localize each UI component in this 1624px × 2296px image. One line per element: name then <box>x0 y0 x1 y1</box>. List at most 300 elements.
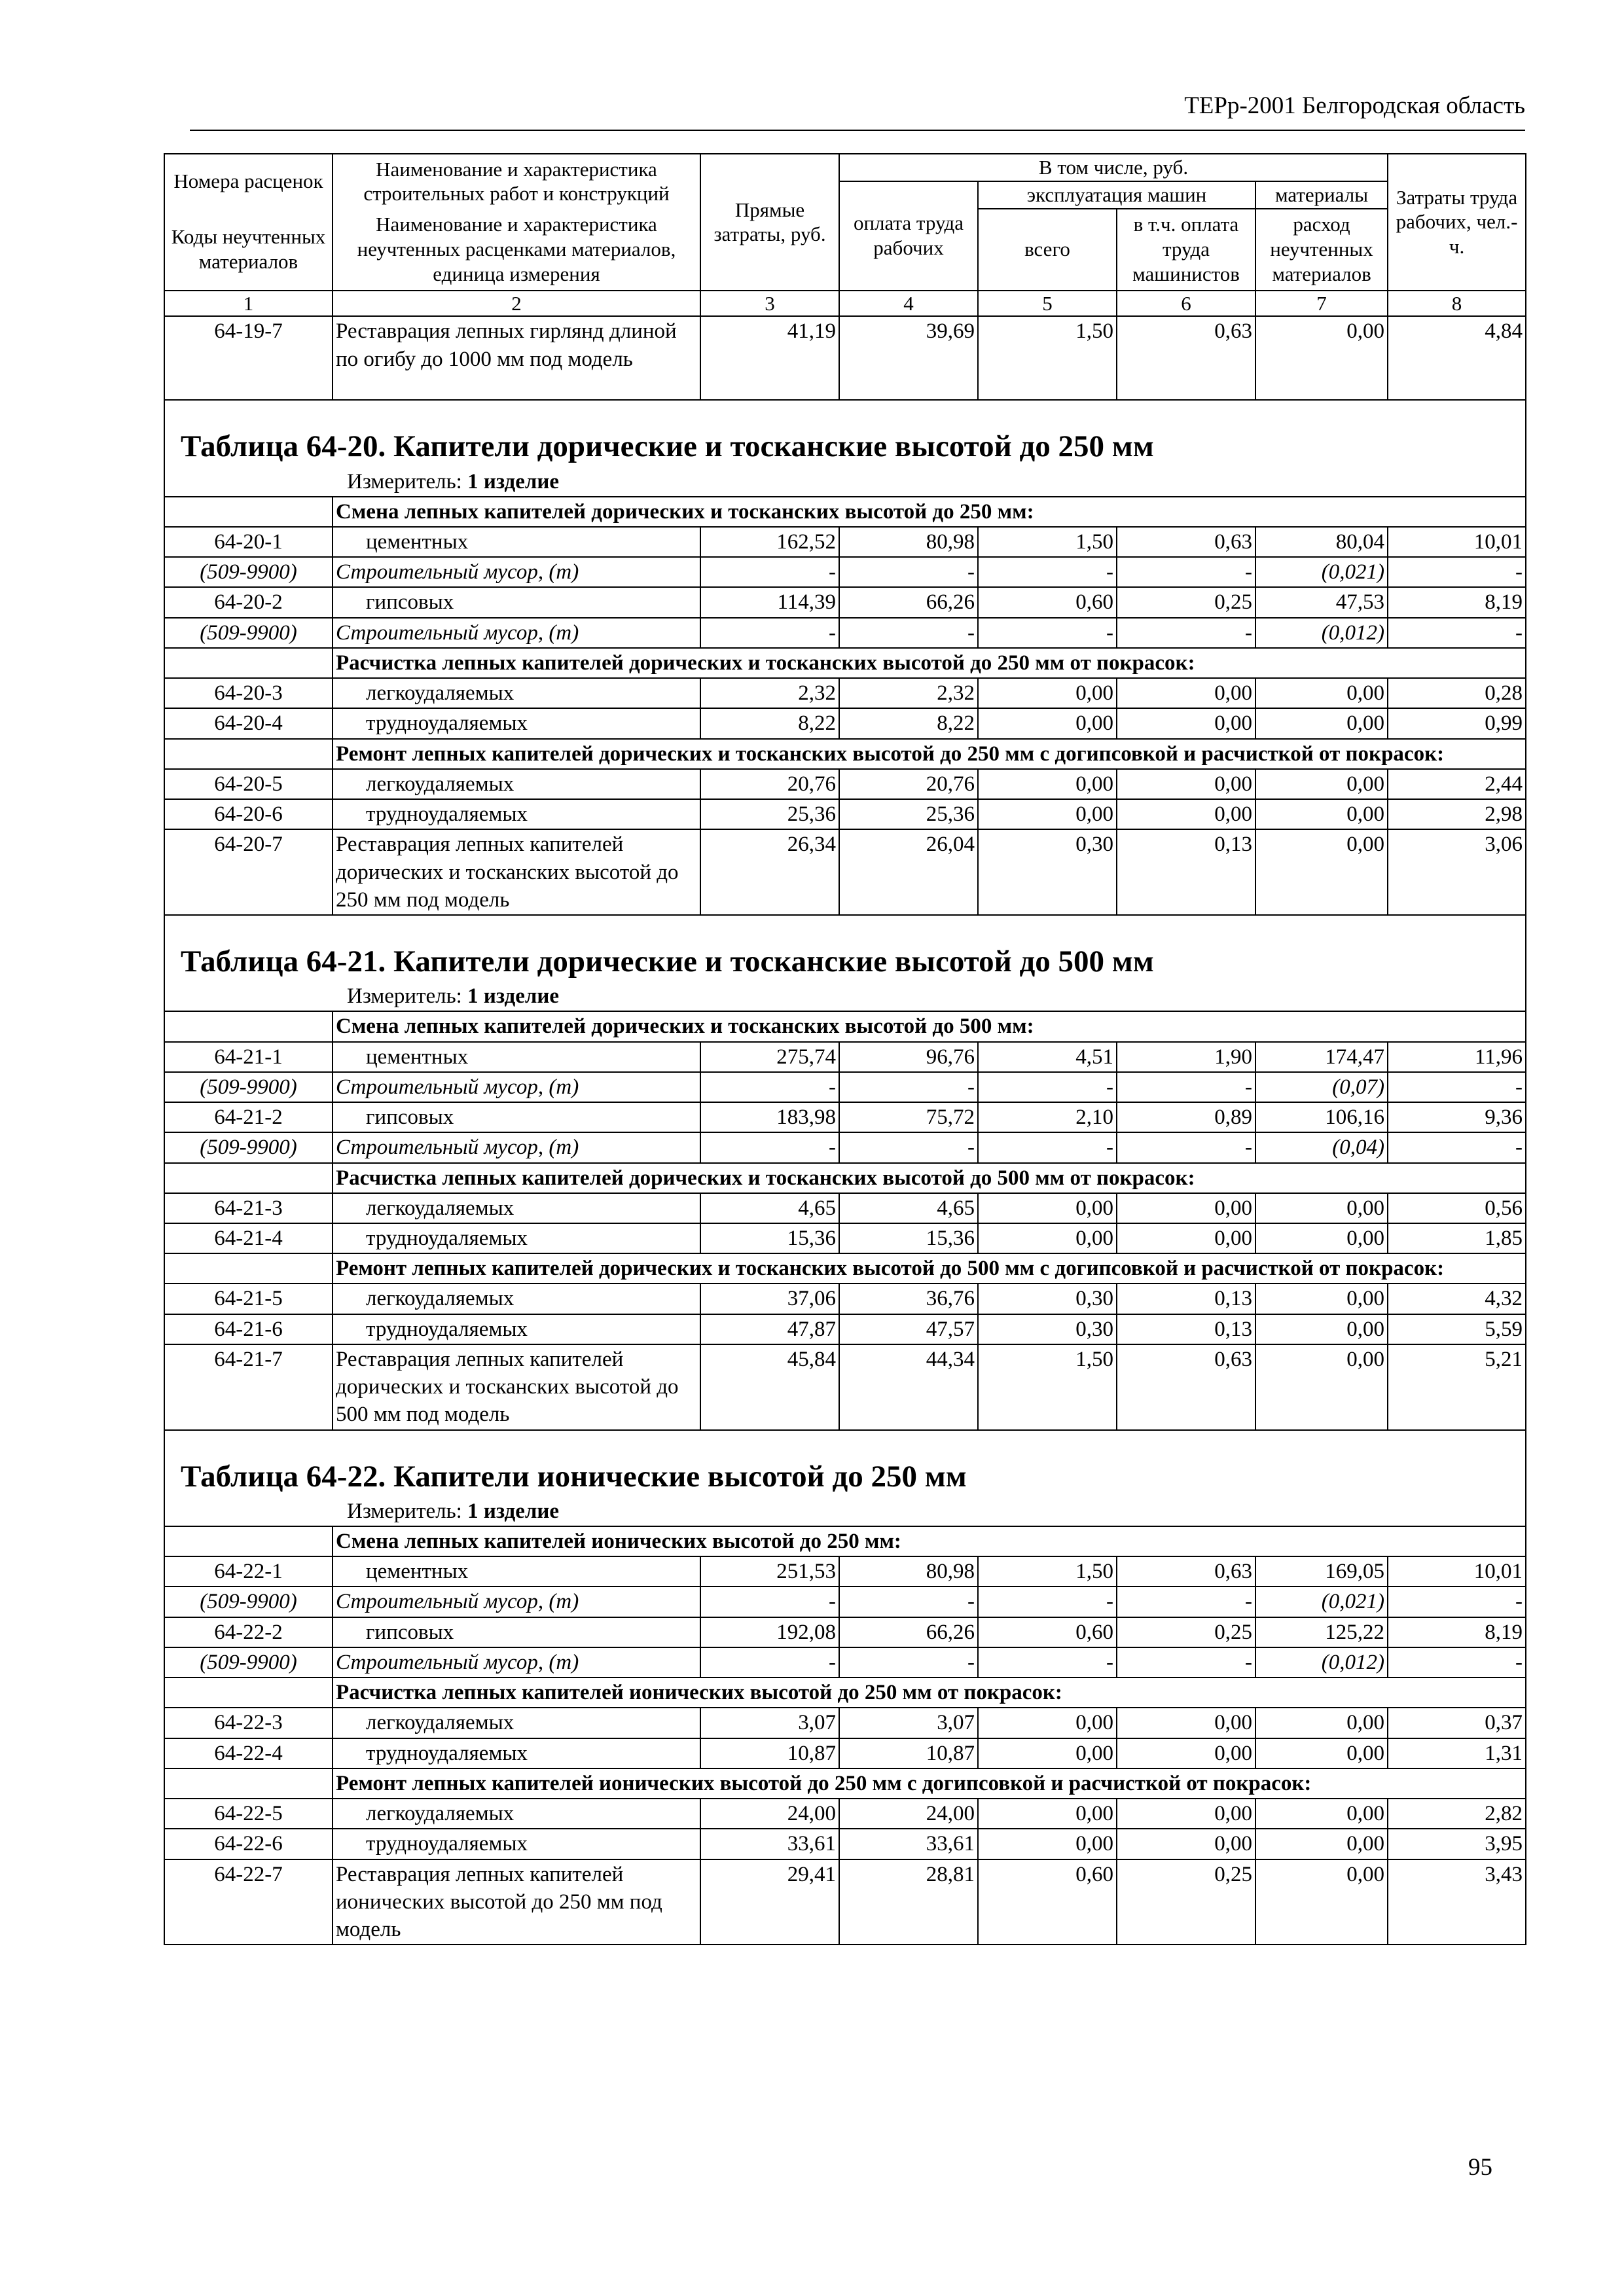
rate-code: 64-20-7 <box>164 829 333 915</box>
materials-value: 0,00 <box>1255 769 1388 799</box>
direct-costs-value: 29,41 <box>700 1859 839 1945</box>
materials-value: 0,00 <box>1255 708 1388 738</box>
group-title: Смена лепных капителей ионических высотой до 250 мм: <box>333 1526 1526 1556</box>
machine-total-value: 0,00 <box>978 1738 1117 1768</box>
rate-code: 64-20-5 <box>164 769 333 799</box>
machine-total-value: 0,30 <box>978 1283 1117 1314</box>
column-number: 5 <box>978 291 1117 317</box>
machine-total-value: 0,30 <box>978 829 1117 915</box>
direct-costs-value: 33,61 <box>700 1829 839 1859</box>
machinist-pay-value: 0,13 <box>1117 1314 1255 1344</box>
rate-code: 64-21-1 <box>164 1042 333 1072</box>
header-divider <box>190 130 1525 131</box>
measure-cell <box>164 1497 1526 1526</box>
labor-value: 10,01 <box>1388 1556 1526 1587</box>
machine-total-value: - <box>978 1132 1117 1162</box>
machinist-pay-value: 0,00 <box>1117 1829 1255 1859</box>
material-name: Строительный мусор, (т) <box>333 1647 700 1677</box>
measure-cell <box>164 467 1526 497</box>
column-number: 6 <box>1117 291 1255 317</box>
measure-label: Измеритель: <box>347 984 468 1009</box>
rate-code: 64-22-1 <box>164 1556 333 1587</box>
rate-name: Реставрация лепных гирлянд длиной по огибу до 1000 мм под модель <box>333 316 700 400</box>
direct-costs-value: 4,65 <box>700 1193 839 1223</box>
header-work-name: Наименование и характеристика строительных работ и конструкций <box>333 154 700 209</box>
machine-total-value: 0,00 <box>978 769 1117 799</box>
direct-costs-value: 275,74 <box>700 1042 839 1072</box>
labor-value: 5,21 <box>1388 1344 1526 1430</box>
materials-value: 0,00 <box>1255 1738 1388 1768</box>
machine-total-value: 4,51 <box>978 1042 1117 1072</box>
group-row <box>164 1253 1526 1283</box>
direct-costs-value: - <box>700 1647 839 1677</box>
material-name: Строительный мусор, (т) <box>333 1132 700 1162</box>
rate-code: 64-20-3 <box>164 678 333 708</box>
direct-costs-value: 2,32 <box>700 678 839 708</box>
direct-costs-value: 114,39 <box>700 587 839 617</box>
rate-name: гипсовых <box>333 1617 700 1647</box>
group-code-blank <box>164 1163 333 1193</box>
page-number: 95 <box>1468 2154 1492 2181</box>
worker-pay-value: - <box>839 1132 978 1162</box>
labor-value: 0,99 <box>1388 708 1526 738</box>
measure-row <box>164 467 1526 497</box>
worker-pay-value: 66,26 <box>839 1617 978 1647</box>
materials-value: 0,00 <box>1255 1193 1388 1223</box>
header-machine-ops: эксплуатация машин <box>978 181 1255 209</box>
machine-total-value: 0,00 <box>978 1829 1117 1859</box>
machinist-pay-value: 0,25 <box>1117 1617 1255 1647</box>
measure-row <box>164 982 1526 1011</box>
group-title: Смена лепных капителей дорических и тосканских высотой до 250 мм: <box>333 497 1526 527</box>
machine-total-value: 0,60 <box>978 1859 1117 1945</box>
group-code-blank <box>164 1677 333 1708</box>
machine-total-value: 2,10 <box>978 1102 1117 1132</box>
direct-costs-value: 183,98 <box>700 1102 839 1132</box>
group-code-blank <box>164 739 333 769</box>
machinist-pay-value: 0,63 <box>1117 1344 1255 1430</box>
materials-value: 0,00 <box>1255 1708 1388 1738</box>
rate-name: трудноудаляемых <box>333 1738 700 1768</box>
material-name: Строительный мусор, (т) <box>333 557 700 587</box>
materials-value: 0,00 <box>1255 1859 1388 1945</box>
rate-name: легкоудаляемых <box>333 1708 700 1738</box>
rate-name: цементных <box>333 527 700 557</box>
header-direct-costs: Прямые затраты, руб. <box>700 154 839 291</box>
labor-value: - <box>1388 1587 1526 1617</box>
direct-costs-value: - <box>700 557 839 587</box>
rate-name: гипсовых <box>333 1102 700 1132</box>
worker-pay-value: 10,87 <box>839 1738 978 1768</box>
rate-code: 64-22-2 <box>164 1617 333 1647</box>
header-unaccounted-codes: Коды неучтенных материалов <box>164 209 333 291</box>
machinist-pay-value: 0,63 <box>1117 1556 1255 1587</box>
group-row <box>164 1768 1526 1799</box>
rate-name: цементных <box>333 1042 700 1072</box>
table-row <box>164 799 1526 829</box>
column-number: 8 <box>1388 291 1526 317</box>
materials-value: (0,04) <box>1255 1132 1388 1162</box>
group-code-blank <box>164 497 333 527</box>
machinist-pay-value: 0,00 <box>1117 799 1255 829</box>
rate-code: 64-20-1 <box>164 527 333 557</box>
document-header-title: ТЕРр-2001 Белгородская область <box>1184 92 1525 119</box>
machine-total-value: 1,50 <box>978 1556 1117 1587</box>
group-row <box>164 1163 1526 1193</box>
table-row <box>164 1799 1526 1829</box>
materials-value: 0,00 <box>1255 1314 1388 1344</box>
material-row <box>164 1587 1526 1617</box>
header-unaccounted-name: Наименование и характеристика неучтенных расценками материалов, единица измерения <box>333 209 700 291</box>
table-row <box>164 829 1526 915</box>
group-code-blank <box>164 1526 333 1556</box>
direct-costs-value: 251,53 <box>700 1556 839 1587</box>
machine-total-value: 0,00 <box>978 799 1117 829</box>
rate-name: Реставрация лепных капителей ионических высотой до 250 мм под модель <box>333 1859 700 1945</box>
materials-value: 0,00 <box>1255 1283 1388 1314</box>
machinist-pay-value: 0,63 <box>1117 527 1255 557</box>
material-code: (509-9900) <box>164 1647 333 1677</box>
labor-value: 0,37 <box>1388 1708 1526 1738</box>
group-title: Ремонт лепных капителей ионических высотой до 250 мм с догипсовкой и расчисткой от покрасок: <box>333 1768 1526 1799</box>
direct-costs-value: 20,76 <box>700 769 839 799</box>
direct-costs-value: 10,87 <box>700 1738 839 1768</box>
measure-label: Измеритель: <box>347 469 468 493</box>
group-title: Расчистка лепных капителей дорических и тосканских высотой до 500 мм от покрасок: <box>333 1163 1526 1193</box>
group-row <box>164 497 1526 527</box>
measure-label: Измеритель: <box>347 1499 468 1523</box>
machinist-pay-value: 0,00 <box>1117 1193 1255 1223</box>
materials-value: (0,021) <box>1255 1587 1388 1617</box>
worker-pay-value: 20,76 <box>839 769 978 799</box>
group-code-blank <box>164 1768 333 1799</box>
table-title-row <box>164 1430 1526 1497</box>
column-number: 1 <box>164 291 333 317</box>
rate-name: трудноудаляемых <box>333 799 700 829</box>
machine-total-value: 1,50 <box>978 1344 1117 1430</box>
material-code: (509-9900) <box>164 1132 333 1162</box>
rate-code: 64-21-2 <box>164 1102 333 1132</box>
header-rate-numbers: Номера расценок <box>164 154 333 209</box>
materials-value: 0,00 <box>1255 799 1388 829</box>
labor-value: - <box>1388 618 1526 648</box>
labor-value: 8,19 <box>1388 1617 1526 1647</box>
machine-total-value: 0,00 <box>978 1799 1117 1829</box>
worker-pay-value: 8,22 <box>839 708 978 738</box>
machine-total-value: 0,00 <box>978 1708 1117 1738</box>
table-row <box>164 1859 1526 1945</box>
machinist-pay-value: 0,25 <box>1117 587 1255 617</box>
worker-pay-value: 26,04 <box>839 829 978 915</box>
table-row <box>164 1283 1526 1314</box>
machinist-pay-value: 0,13 <box>1117 1283 1255 1314</box>
direct-costs-value: 24,00 <box>700 1799 839 1829</box>
materials-value: 125,22 <box>1255 1617 1388 1647</box>
worker-pay-value: - <box>839 618 978 648</box>
table-row <box>164 316 1526 400</box>
worker-pay-value: 3,07 <box>839 1708 978 1738</box>
table-body <box>164 316 1526 1945</box>
rate-code: 64-22-6 <box>164 1829 333 1859</box>
measure-cell <box>164 982 1526 1011</box>
machine-total-value: 0,00 <box>978 1223 1117 1253</box>
labor-value: 4,32 <box>1388 1283 1526 1314</box>
machinist-pay-value: 0,13 <box>1117 829 1255 915</box>
table-row <box>164 678 1526 708</box>
group-row <box>164 739 1526 769</box>
header-unaccounted-consumption: расход неучтенных материалов <box>1255 209 1388 291</box>
worker-pay-value: 4,65 <box>839 1193 978 1223</box>
table-title: Таблица 64-22. Капители ионические высотой до 250 мм <box>164 1430 1526 1497</box>
labor-value: 3,06 <box>1388 829 1526 915</box>
table-header <box>164 154 1526 316</box>
rate-code: 64-21-5 <box>164 1283 333 1314</box>
measure-value: 1 изделие <box>467 469 560 493</box>
material-name: Строительный мусор, (т) <box>333 618 700 648</box>
rate-code: 64-21-4 <box>164 1223 333 1253</box>
rate-name: легкоудаляемых <box>333 1193 700 1223</box>
labor-value: 3,43 <box>1388 1859 1526 1945</box>
worker-pay-value: 44,34 <box>839 1344 978 1430</box>
header-worker-pay: оплата труда рабочих <box>839 181 978 291</box>
labor-value: 5,59 <box>1388 1314 1526 1344</box>
material-row <box>164 618 1526 648</box>
machine-total-value: 0,30 <box>978 1314 1117 1344</box>
machinist-pay-value: 0,00 <box>1117 1708 1255 1738</box>
direct-costs-value: 47,87 <box>700 1314 839 1344</box>
labor-value: 2,98 <box>1388 799 1526 829</box>
direct-costs-value: 192,08 <box>700 1617 839 1647</box>
materials-value: (0,012) <box>1255 1647 1388 1677</box>
table-row <box>164 1223 1526 1253</box>
direct-costs-value: - <box>700 1132 839 1162</box>
direct-costs-value: 25,36 <box>700 799 839 829</box>
direct-costs-value: 8,22 <box>700 708 839 738</box>
materials-value: 106,16 <box>1255 1102 1388 1132</box>
direct-costs-value: - <box>700 1072 839 1102</box>
materials-value: 0,00 <box>1255 1829 1388 1859</box>
price-table <box>164 153 1526 1945</box>
machine-total-value: 0,00 <box>978 678 1117 708</box>
labor-value: 2,82 <box>1388 1799 1526 1829</box>
group-title: Ремонт лепных капителей дорических и тосканских высотой до 500 мм с догипсовкой и расчисткой от покрасок: <box>333 1253 1526 1283</box>
table-row <box>164 1344 1526 1430</box>
machine-total-value: - <box>978 1072 1117 1102</box>
materials-value: 0,00 <box>1255 1223 1388 1253</box>
worker-pay-value: - <box>839 557 978 587</box>
table-row <box>164 1556 1526 1587</box>
material-code: (509-9900) <box>164 557 333 587</box>
machinist-pay-value: 0,00 <box>1117 1799 1255 1829</box>
material-row <box>164 1647 1526 1677</box>
machinist-pay-value: 1,90 <box>1117 1042 1255 1072</box>
materials-value: (0,012) <box>1255 618 1388 648</box>
measure-value: 1 изделие <box>467 1499 560 1523</box>
rate-name: легкоудаляемых <box>333 1283 700 1314</box>
rate-code: 64-22-5 <box>164 1799 333 1829</box>
rate-name: легкоудаляемых <box>333 769 700 799</box>
table-title-row <box>164 400 1526 467</box>
machinist-pay-value: - <box>1117 1132 1255 1162</box>
machinist-pay-value: - <box>1117 557 1255 587</box>
worker-pay-value: 66,26 <box>839 587 978 617</box>
worker-pay-value: 24,00 <box>839 1799 978 1829</box>
material-row <box>164 1132 1526 1162</box>
materials-value: 47,53 <box>1255 587 1388 617</box>
worker-pay-value: 80,98 <box>839 1556 978 1587</box>
rate-name: легкоудаляемых <box>333 1799 700 1829</box>
table-row <box>164 1617 1526 1647</box>
material-row <box>164 1072 1526 1102</box>
table-row <box>164 1193 1526 1223</box>
table-row <box>164 1708 1526 1738</box>
labor-value: 2,44 <box>1388 769 1526 799</box>
rate-name: трудноудаляемых <box>333 1314 700 1344</box>
group-code-blank <box>164 1253 333 1283</box>
machine-total-value: 0,60 <box>978 1617 1117 1647</box>
header-including: В том числе, руб. <box>839 154 1388 181</box>
labor-value: 0,56 <box>1388 1193 1526 1223</box>
labor-value: 1,31 <box>1388 1738 1526 1768</box>
group-row <box>164 648 1526 678</box>
rate-code: 64-21-7 <box>164 1344 333 1430</box>
rate-code: 64-20-4 <box>164 708 333 738</box>
labor-value: 8,19 <box>1388 587 1526 617</box>
rate-code: 64-21-3 <box>164 1193 333 1223</box>
material-name: Строительный мусор, (т) <box>333 1072 700 1102</box>
column-number: 4 <box>839 291 978 317</box>
group-title: Ремонт лепных капителей дорических и тосканских высотой до 250 мм с догипсовкой и расчисткой от покрасок: <box>333 739 1526 769</box>
header-materials: материалы <box>1255 181 1388 209</box>
material-code: (509-9900) <box>164 1072 333 1102</box>
rate-name: легкоудаляемых <box>333 678 700 708</box>
direct-costs-value: 41,19 <box>700 316 839 400</box>
materials-value: 0,00 <box>1255 316 1388 400</box>
machine-total-value: - <box>978 1587 1117 1617</box>
header-labor: Затраты труда рабочих, чел.-ч. <box>1388 154 1526 291</box>
material-code: (509-9900) <box>164 618 333 648</box>
worker-pay-value: 96,76 <box>839 1042 978 1072</box>
direct-costs-value: 45,84 <box>700 1344 839 1430</box>
worker-pay-value: 2,32 <box>839 678 978 708</box>
labor-value: 3,95 <box>1388 1829 1526 1859</box>
group-code-blank <box>164 1011 333 1041</box>
labor-value: - <box>1388 557 1526 587</box>
direct-costs-value: 37,06 <box>700 1283 839 1314</box>
machine-total-value: 0,00 <box>978 1193 1117 1223</box>
worker-pay-value: 36,76 <box>839 1283 978 1314</box>
machine-total-value: 1,50 <box>978 527 1117 557</box>
materials-value: 80,04 <box>1255 527 1388 557</box>
worker-pay-value: 39,69 <box>839 316 978 400</box>
table-row <box>164 1738 1526 1768</box>
worker-pay-value: 15,36 <box>839 1223 978 1253</box>
materials-value: 0,00 <box>1255 829 1388 915</box>
rate-code: 64-22-4 <box>164 1738 333 1768</box>
machinist-pay-value: 0,00 <box>1117 708 1255 738</box>
measure-value: 1 изделие <box>467 984 560 1009</box>
rate-name: Реставрация лепных капителей дорических и тосканских высотой до 250 мм под модель <box>333 829 700 915</box>
worker-pay-value: - <box>839 1587 978 1617</box>
labor-value: 0,28 <box>1388 678 1526 708</box>
labor-value: 11,96 <box>1388 1042 1526 1072</box>
worker-pay-value: 25,36 <box>839 799 978 829</box>
group-row <box>164 1011 1526 1041</box>
group-code-blank <box>164 648 333 678</box>
table-title: Таблица 64-21. Капители дорические и тосканские высотой до 500 мм <box>164 915 1526 982</box>
materials-value: 169,05 <box>1255 1556 1388 1587</box>
table-row <box>164 587 1526 617</box>
direct-costs-value: - <box>700 1587 839 1617</box>
direct-costs-value: 15,36 <box>700 1223 839 1253</box>
measure-row <box>164 1497 1526 1526</box>
machinist-pay-value: 0,25 <box>1117 1859 1255 1945</box>
table-title: Таблица 64-20. Капители дорические и тосканские высотой до 250 мм <box>164 400 1526 467</box>
labor-value: 10,01 <box>1388 527 1526 557</box>
materials-value: (0,07) <box>1255 1072 1388 1102</box>
direct-costs-value: 3,07 <box>700 1708 839 1738</box>
materials-value: (0,021) <box>1255 557 1388 587</box>
machine-total-value: 0,00 <box>978 708 1117 738</box>
direct-costs-value: 26,34 <box>700 829 839 915</box>
labor-value: 9,36 <box>1388 1102 1526 1132</box>
materials-value: 174,47 <box>1255 1042 1388 1072</box>
rate-code: 64-21-6 <box>164 1314 333 1344</box>
worker-pay-value: - <box>839 1647 978 1677</box>
rate-name: трудноудаляемых <box>333 1223 700 1253</box>
rate-code: 64-20-2 <box>164 587 333 617</box>
rate-name: гипсовых <box>333 587 700 617</box>
worker-pay-value: 47,57 <box>839 1314 978 1344</box>
machine-total-value: - <box>978 1647 1117 1677</box>
table-row <box>164 527 1526 557</box>
group-row <box>164 1677 1526 1708</box>
rate-name: Реставрация лепных капителей дорических и тосканских высотой до 500 мм под модель <box>333 1344 700 1430</box>
group-row <box>164 1526 1526 1556</box>
rate-name: цементных <box>333 1556 700 1587</box>
machinist-pay-value: - <box>1117 618 1255 648</box>
materials-value: 0,00 <box>1255 678 1388 708</box>
labor-value: 4,84 <box>1388 316 1526 400</box>
column-number: 7 <box>1255 291 1388 317</box>
machinist-pay-value: 0,00 <box>1117 1223 1255 1253</box>
worker-pay-value: - <box>839 1072 978 1102</box>
rate-code: 64-19-7 <box>164 316 333 400</box>
materials-value: 0,00 <box>1255 1799 1388 1829</box>
worker-pay-value: 33,61 <box>839 1829 978 1859</box>
worker-pay-value: 80,98 <box>839 527 978 557</box>
table-row <box>164 1102 1526 1132</box>
machinist-pay-value: 0,00 <box>1117 678 1255 708</box>
material-row <box>164 557 1526 587</box>
column-number: 3 <box>700 291 839 317</box>
rate-code: 64-20-6 <box>164 799 333 829</box>
rate-code: 64-22-3 <box>164 1708 333 1738</box>
rate-code: 64-22-7 <box>164 1859 333 1945</box>
machine-total-value: - <box>978 618 1117 648</box>
column-number: 2 <box>333 291 700 317</box>
table-row <box>164 708 1526 738</box>
machinist-pay-value: - <box>1117 1072 1255 1102</box>
machine-total-value: 0,60 <box>978 587 1117 617</box>
machinist-pay-value: - <box>1117 1647 1255 1677</box>
group-title: Расчистка лепных капителей ионических высотой до 250 мм от покрасок: <box>333 1677 1526 1708</box>
material-code: (509-9900) <box>164 1587 333 1617</box>
table-row <box>164 769 1526 799</box>
material-name: Строительный мусор, (т) <box>333 1587 700 1617</box>
machine-total-value: - <box>978 557 1117 587</box>
labor-value: 1,85 <box>1388 1223 1526 1253</box>
